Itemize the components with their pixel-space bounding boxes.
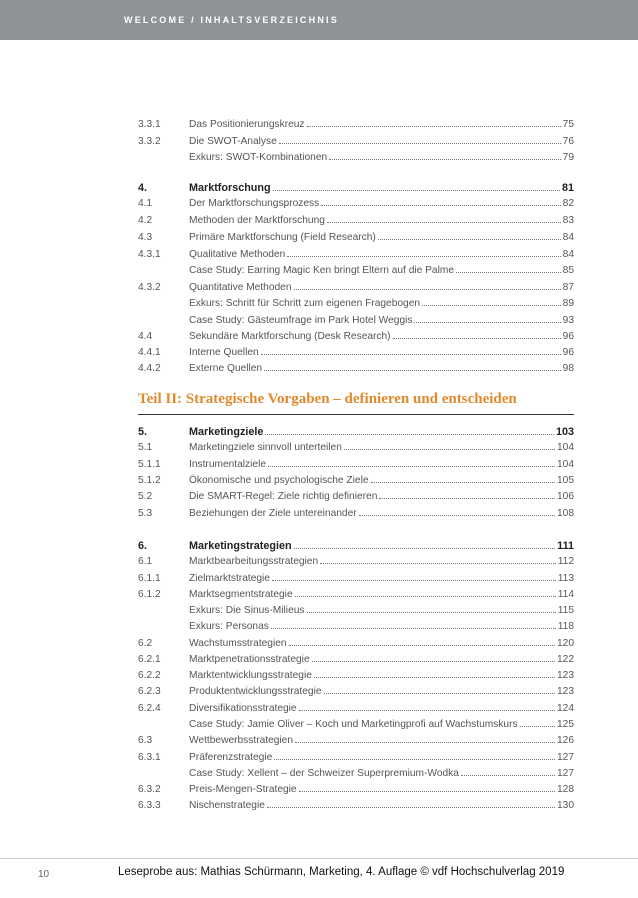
- toc-entry: [138, 767, 574, 781]
- toc-entry-title: Diversifikationsstrategie: [189, 703, 297, 714]
- toc-entry-title: Wachstumsstrategien: [189, 638, 287, 649]
- toc-entry-title: Marktentwicklungsstrategie: [189, 670, 312, 681]
- toc-entry: [138, 231, 574, 245]
- dot-leader: [327, 222, 561, 223]
- toc-entry-number: 3.3.1: [138, 119, 161, 130]
- toc-entry-line: [189, 799, 574, 813]
- toc-entry-page: 127: [557, 768, 574, 779]
- toc-entry-line: [189, 248, 574, 262]
- toc-entry-title: Das Positionierungskreuz: [189, 119, 305, 130]
- toc-entry-title: Beziehungen der Ziele untereinander: [189, 508, 357, 519]
- toc-entry-number: 6.2.4: [138, 703, 161, 714]
- toc-entry-page: 93: [562, 315, 574, 326]
- toc-entry-line: [189, 181, 574, 195]
- toc-entry-title: Zielmarktstrategie: [189, 573, 270, 584]
- page-number: 10: [38, 869, 50, 880]
- toc-entry-title: Qualitative Methoden: [189, 249, 286, 260]
- dot-leader: [299, 791, 555, 792]
- toc-entry-page: 84: [562, 232, 574, 243]
- toc-entry-page: 105: [557, 475, 574, 486]
- toc-entry-line: [189, 474, 574, 488]
- toc-entry-number: 6.2: [138, 638, 153, 649]
- toc-entry-number: 6.2.1: [138, 654, 161, 665]
- toc-entry-title: Marketingziele: [189, 426, 264, 438]
- toc-entry-line: [189, 734, 574, 748]
- toc-entry-number: 4.3.1: [138, 249, 161, 260]
- footer-divider: [0, 858, 638, 859]
- toc-entry: [138, 572, 574, 586]
- toc-entry-page: 112: [557, 556, 574, 567]
- toc-entry-line: [189, 620, 574, 634]
- toc-entry: [138, 362, 574, 376]
- toc-entry-page: 103: [555, 426, 574, 438]
- dot-leader: [287, 256, 560, 257]
- dot-leader: [265, 434, 554, 435]
- dot-leader: [273, 190, 560, 191]
- toc-entry-page: 130: [557, 800, 574, 811]
- dot-leader: [324, 693, 555, 694]
- toc-entry: [138, 474, 574, 488]
- toc-entry: [138, 555, 574, 569]
- toc-entry-page: 111: [557, 540, 574, 552]
- toc-entry-title: Marktpenetrationsstrategie: [189, 654, 310, 665]
- toc-entry: [138, 281, 574, 295]
- toc-entry-number: 4.4: [138, 331, 153, 342]
- toc-entry-title: Case Study: Gästeumfrage im Park Hotel Weggis: [189, 315, 413, 326]
- toc-entry-number: 4.4.2: [138, 363, 161, 374]
- toc-entry-page: 122: [557, 654, 574, 665]
- dot-leader: [271, 628, 556, 629]
- part-divider: [138, 414, 574, 415]
- dot-leader: [307, 126, 561, 127]
- toc-entry: [138, 118, 574, 132]
- toc-entry-page: 125: [557, 719, 574, 730]
- toc-entry-line: [189, 214, 574, 228]
- toc-entry-page: 113: [557, 573, 574, 584]
- toc-entry-page: 126: [557, 735, 574, 746]
- toc-entry-page: 128: [557, 784, 574, 795]
- dot-leader: [312, 661, 555, 662]
- toc-entry-page: 123: [557, 670, 574, 681]
- toc-entry-line: [189, 151, 574, 165]
- toc-entry-line: [189, 637, 574, 651]
- toc-entry: [138, 458, 574, 472]
- toc-entry: [138, 799, 574, 813]
- toc-entry-title: Die SWOT-Analyse: [189, 136, 277, 147]
- dot-leader: [261, 354, 561, 355]
- toc-entry-number: 4.4.1: [138, 347, 161, 358]
- dot-leader: [295, 742, 555, 743]
- toc-entry-line: [189, 425, 574, 439]
- toc-entry-line: [189, 588, 574, 602]
- toc-chapter-entry: [138, 181, 574, 195]
- toc-entry-page: 87: [562, 282, 574, 293]
- toc-entry-title: Wettbewerbsstrategien: [189, 735, 294, 746]
- toc-entry-title: Quantitative Methoden: [189, 282, 292, 293]
- toc-entry-page: 104: [557, 459, 574, 470]
- toc-entry: [138, 604, 574, 618]
- toc-entry-number: 4.3: [138, 232, 153, 243]
- toc-entry-page: 84: [562, 249, 574, 260]
- toc-entry-title: Exkurs: Die Sinus-Milieus: [189, 605, 305, 616]
- toc-entry-line: [189, 685, 574, 699]
- toc-entry-line: [189, 135, 574, 149]
- toc-entry-page: 123: [557, 686, 574, 697]
- toc-entry: [138, 346, 574, 360]
- toc-entry-title: Marketingziele sinnvoll unterteilen: [189, 442, 342, 453]
- toc-entry-number: 6.1.2: [138, 589, 161, 600]
- toc-entry-number: 4.2: [138, 215, 153, 226]
- dot-leader: [268, 466, 555, 467]
- dot-leader: [461, 775, 555, 776]
- toc-entry-page: 106: [557, 491, 574, 502]
- toc-entry-page: 124: [557, 703, 574, 714]
- dot-leader: [329, 159, 561, 160]
- toc-entry-title: Präferenzstrategie: [189, 752, 273, 763]
- toc-entry: [138, 151, 574, 165]
- toc-entry: [138, 734, 574, 748]
- toc-entry-title: Marktforschung: [189, 182, 271, 194]
- dot-leader: [279, 143, 561, 144]
- dot-leader: [307, 612, 556, 613]
- toc-entry-page: 96: [562, 331, 574, 342]
- dot-leader: [456, 272, 561, 273]
- toc-entry-title: Case Study: Earring Magic Ken bringt Eltern auf die Palme: [189, 265, 455, 276]
- toc-entry-page: 98: [562, 363, 574, 374]
- toc-entry-title: Instrumentalziele: [189, 459, 267, 470]
- toc-entry-title: Marktsegmentstrategie: [189, 589, 293, 600]
- toc-entry-number: 4.3.2: [138, 282, 161, 293]
- dot-leader: [321, 205, 560, 206]
- toc-entry-page: 96: [562, 347, 574, 358]
- toc-entry-title: Exkurs: Personas: [189, 621, 269, 632]
- toc-entry-number: 6.3.3: [138, 800, 161, 811]
- dot-leader: [264, 370, 561, 371]
- toc-entry-page: 75: [562, 119, 574, 130]
- toc-entry-number: 6.: [138, 540, 148, 552]
- toc-entry-line: [189, 281, 574, 295]
- toc-entry-title: Ökonomische und psychologische Ziele: [189, 475, 369, 486]
- dot-leader: [294, 289, 561, 290]
- toc-entry-title: Case Study: Xellent – der Schweizer Superpremium-Wodka: [189, 768, 459, 779]
- toc-entry-line: [189, 604, 574, 618]
- toc-entry-number: 5.1.1: [138, 459, 161, 470]
- toc-entry-line: [189, 783, 574, 797]
- toc-entry-page: 115: [557, 605, 574, 616]
- toc-entry-line: [189, 572, 574, 586]
- toc-entry-number: 5.3: [138, 508, 153, 519]
- toc-entry-line: [189, 702, 574, 716]
- toc-entry: [138, 264, 574, 278]
- dot-leader: [393, 338, 561, 339]
- footer-text: Leseprobe aus: Mathias Schürmann, Marketing, 4. Auflage © vdf Hochschulverlag 2019: [118, 866, 565, 878]
- toc-entry-page: 83: [562, 215, 574, 226]
- toc-chapter-entry: [138, 425, 574, 439]
- toc-entry-title: Preis-Mengen-Strategie: [189, 784, 297, 795]
- dot-leader: [344, 449, 555, 450]
- toc-entry-line: [189, 555, 574, 569]
- dot-leader: [320, 563, 556, 564]
- part-heading: Teil II: Strategische Vorgaben – definieren und entscheiden: [138, 391, 517, 407]
- dot-leader: [520, 726, 555, 727]
- toc-entry-number: 5.1: [138, 442, 153, 453]
- toc-entry: [138, 637, 574, 651]
- toc-entry-line: [189, 653, 574, 667]
- toc-chapter-entry: [138, 539, 574, 553]
- toc-entry-number: 5.1.2: [138, 475, 161, 486]
- toc-entry-number: 6.2.3: [138, 686, 161, 697]
- toc-entry: [138, 751, 574, 765]
- toc-entry: [138, 314, 574, 328]
- toc-entry-page: 104: [557, 442, 574, 453]
- toc-entry: [138, 490, 574, 504]
- toc-entry-page: 89: [562, 298, 574, 309]
- page-header: [0, 0, 638, 40]
- dot-leader: [379, 498, 555, 499]
- toc-entry-number: 3.3.2: [138, 136, 161, 147]
- toc-entry-title: Externe Quellen: [189, 363, 263, 374]
- toc-entry-page: 76: [562, 136, 574, 147]
- dot-leader: [371, 482, 555, 483]
- toc-entry-line: [189, 767, 574, 781]
- toc-entry: [138, 330, 574, 344]
- dot-leader: [314, 677, 555, 678]
- toc-entry-number: 6.1.1: [138, 573, 161, 584]
- toc-entry-line: [189, 231, 574, 245]
- toc-entry-number: 5.: [138, 426, 148, 438]
- dot-leader: [422, 305, 561, 306]
- toc-entry-title: Sekundäre Marktforschung (Desk Research): [189, 331, 391, 342]
- toc-entry-title: Der Marktforschungsprozess: [189, 198, 320, 209]
- toc-entry: [138, 718, 574, 732]
- toc-entry-title: Marketingstrategien: [189, 540, 292, 552]
- toc-entry-page: 118: [557, 621, 574, 632]
- toc-entry: [138, 507, 574, 521]
- toc-entry-page: 81: [561, 182, 574, 194]
- toc-entry: [138, 702, 574, 716]
- toc-entry: [138, 197, 574, 211]
- toc-entry-title: Nischenstrategie: [189, 800, 265, 811]
- toc-entry-number: 4.1: [138, 198, 153, 209]
- toc-entry: [138, 669, 574, 683]
- toc-entry-line: [189, 118, 574, 132]
- toc-entry-line: [189, 669, 574, 683]
- toc-entry-title: Primäre Marktforschung (Field Research): [189, 232, 376, 243]
- toc-entry: [138, 685, 574, 699]
- dot-leader: [272, 580, 556, 581]
- toc-entry: [138, 441, 574, 455]
- toc-entry-line: [189, 490, 574, 504]
- header-title: WELCOME / INHALTSVERZEICHNIS: [124, 15, 339, 25]
- toc-entry-title: Produktentwicklungsstrategie: [189, 686, 322, 697]
- toc-entry-line: [189, 346, 574, 360]
- toc-entry: [138, 620, 574, 634]
- dot-leader: [295, 596, 556, 597]
- toc-entry-page: 108: [557, 508, 574, 519]
- toc-entry-number: 6.2.2: [138, 670, 161, 681]
- toc-entry-line: [189, 539, 574, 553]
- toc-entry-title: Die SMART-Regel: Ziele richtig definieren: [189, 491, 378, 502]
- toc-entry-title: Marktbearbeitungsstrategien: [189, 556, 319, 567]
- toc-entry-page: 82: [562, 198, 574, 209]
- toc-entry-page: 114: [557, 589, 574, 600]
- toc-entry-line: [189, 297, 574, 311]
- toc-entry-line: [189, 264, 574, 278]
- toc-entry-page: 79: [562, 152, 574, 163]
- toc-entry-page: 120: [557, 638, 574, 649]
- toc-entry-page: 127: [557, 752, 574, 763]
- toc-entry-line: [189, 751, 574, 765]
- toc-entry-number: 6.3.2: [138, 784, 161, 795]
- dot-leader: [274, 759, 555, 760]
- dot-leader: [378, 239, 561, 240]
- dot-leader: [414, 322, 560, 323]
- toc-entry-page: 85: [562, 265, 574, 276]
- toc-entry-number: 6.3: [138, 735, 153, 746]
- toc-entry-number: 6.1: [138, 556, 153, 567]
- toc-entry-line: [189, 330, 574, 344]
- toc-entry-number: 5.2: [138, 491, 153, 502]
- toc-entry: [138, 248, 574, 262]
- toc-entry: [138, 135, 574, 149]
- toc-entry-line: [189, 718, 574, 732]
- toc-entry-title: Exkurs: Schritt für Schritt zum eigenen Fragebogen: [189, 298, 421, 309]
- toc-entry-title: Case Study: Jamie Oliver – Koch und Marketingprofi auf Wachstumskurs: [189, 719, 518, 730]
- toc-entry-number: 4.: [138, 182, 148, 194]
- dot-leader: [289, 645, 555, 646]
- toc-entry-line: [189, 441, 574, 455]
- toc-entry: [138, 297, 574, 311]
- toc-entry-line: [189, 314, 574, 328]
- toc-entry: [138, 653, 574, 667]
- dot-leader: [267, 807, 555, 808]
- toc-entry-line: [189, 197, 574, 211]
- toc-entry-line: [189, 507, 574, 521]
- toc-entry: [138, 588, 574, 602]
- dot-leader: [294, 548, 556, 549]
- dot-leader: [359, 515, 555, 516]
- toc-entry-title: Exkurs: SWOT-Kombinationen: [189, 152, 328, 163]
- toc-entry-line: [189, 362, 574, 376]
- toc-entry-number: 6.3.1: [138, 752, 161, 763]
- toc-entry-title: Methoden der Marktforschung: [189, 215, 325, 226]
- toc-entry-title: Interne Quellen: [189, 347, 259, 358]
- toc-entry: [138, 783, 574, 797]
- dot-leader: [299, 710, 555, 711]
- toc-entry: [138, 214, 574, 228]
- toc-entry-line: [189, 458, 574, 472]
